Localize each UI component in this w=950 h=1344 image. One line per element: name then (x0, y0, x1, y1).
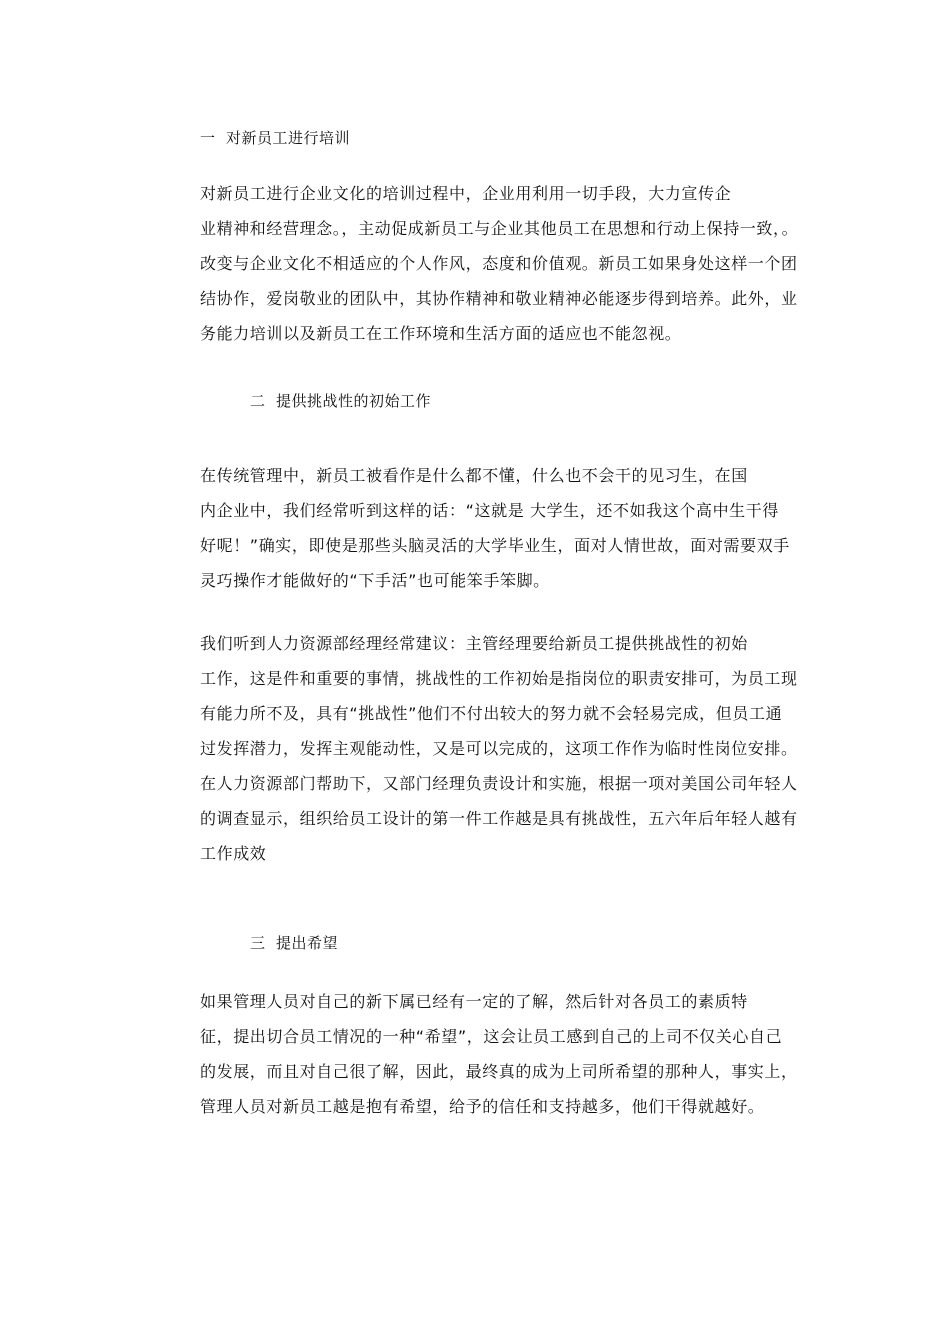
paragraph-line: 的调查显示，组织给员工设计的第一件工作越是具有挑战性，五六年后年轻人越有 (200, 809, 798, 828)
paragraph-line: 内企业中，我们经常听到这样的话：“这就是 大学生，还不如我这个高中生干得 (200, 501, 779, 520)
section-heading-2: 二 提供挑战性的初始工作 (250, 392, 432, 410)
paragraph-1-1 (200, 184, 820, 359)
paragraph-line: 灵巧操作才能做好的“下手活”也可能笨手笨脚。 (200, 571, 550, 590)
paragraph-line: 我们听到人力资源部经理经常建议：主管经理要给新员工提供挑战性的初始 (200, 634, 748, 653)
paragraph-2-1 (200, 466, 820, 606)
paragraph-line: 务能力培训以及新员工在工作环境和生活方面的适应也不能忽视。 (200, 324, 682, 343)
paragraph-line: 征，提出切合员工情况的一种“希望”，这会让员工感到自己的上司不仅关心自己 (200, 1027, 783, 1046)
paragraph-line: 管理人员对新员工越是抱有希望，给予的信任和支持越多，他们干得就越好。 (200, 1097, 765, 1116)
paragraph-line: 工作，这是件和重要的事情，挑战性的工作初始是指岗位的职责安排可，为员工现 (200, 669, 798, 688)
paragraph-line: 结协作，爱岗敬业的团队中，其协作精神和敬业精神必能逐步得到培养。此外，业 (200, 289, 798, 308)
paragraph-3-1 (200, 992, 820, 1132)
paragraph-line: 好呢！”确实，即使是那些头脑灵活的大学毕业生，面对人情世故，面对需要双手 (200, 536, 790, 555)
paragraph-line: 有能力所不及，具有“挑战性”他们不付出较大的努力就不会轻易完成，但员工通 (200, 704, 783, 723)
paragraph-line: 如果管理人员对自己的新下属已经有一定的了解，然后针对各员工的素质特 (200, 992, 748, 1011)
section-heading-1: 一 对新员工进行培训 (200, 129, 351, 147)
paragraph-line: 的发展，而且对自己很了解，因此，最终真的成为上司所希望的那种人，事实上， (200, 1062, 798, 1081)
paragraph-line: 改变与企业文化不相适应的个人作风，态度和价值观。新员工如果身处这样一个团 (200, 254, 798, 273)
paragraph-line: 过发挥潜力，发挥主观能动性，又是可以完成的，这项工作作为临时性岗位安排。 (200, 739, 798, 758)
paragraph-line: 在人力资源部门帮助下，又部门经理负责设计和实施，根据一项对美国公司年轻人 (200, 774, 798, 793)
section-heading-3: 三 提出希望 (250, 934, 339, 952)
paragraph-line: 对新员工进行企业文化的培训过程中，企业用利用一切手段，大力宣传企 (200, 184, 732, 203)
paragraph-line: 在传统管理中，新员工被看作是什么都不懂，什么也不会干的见习生，在国 (200, 466, 748, 485)
paragraph-2-2 (200, 634, 820, 879)
paragraph-line: 工作成效 (200, 844, 267, 863)
paragraph-line: 业精神和经营理念。，主动促成新员工与企业其他员工在思想和行动上保持一致，。 (200, 219, 799, 238)
